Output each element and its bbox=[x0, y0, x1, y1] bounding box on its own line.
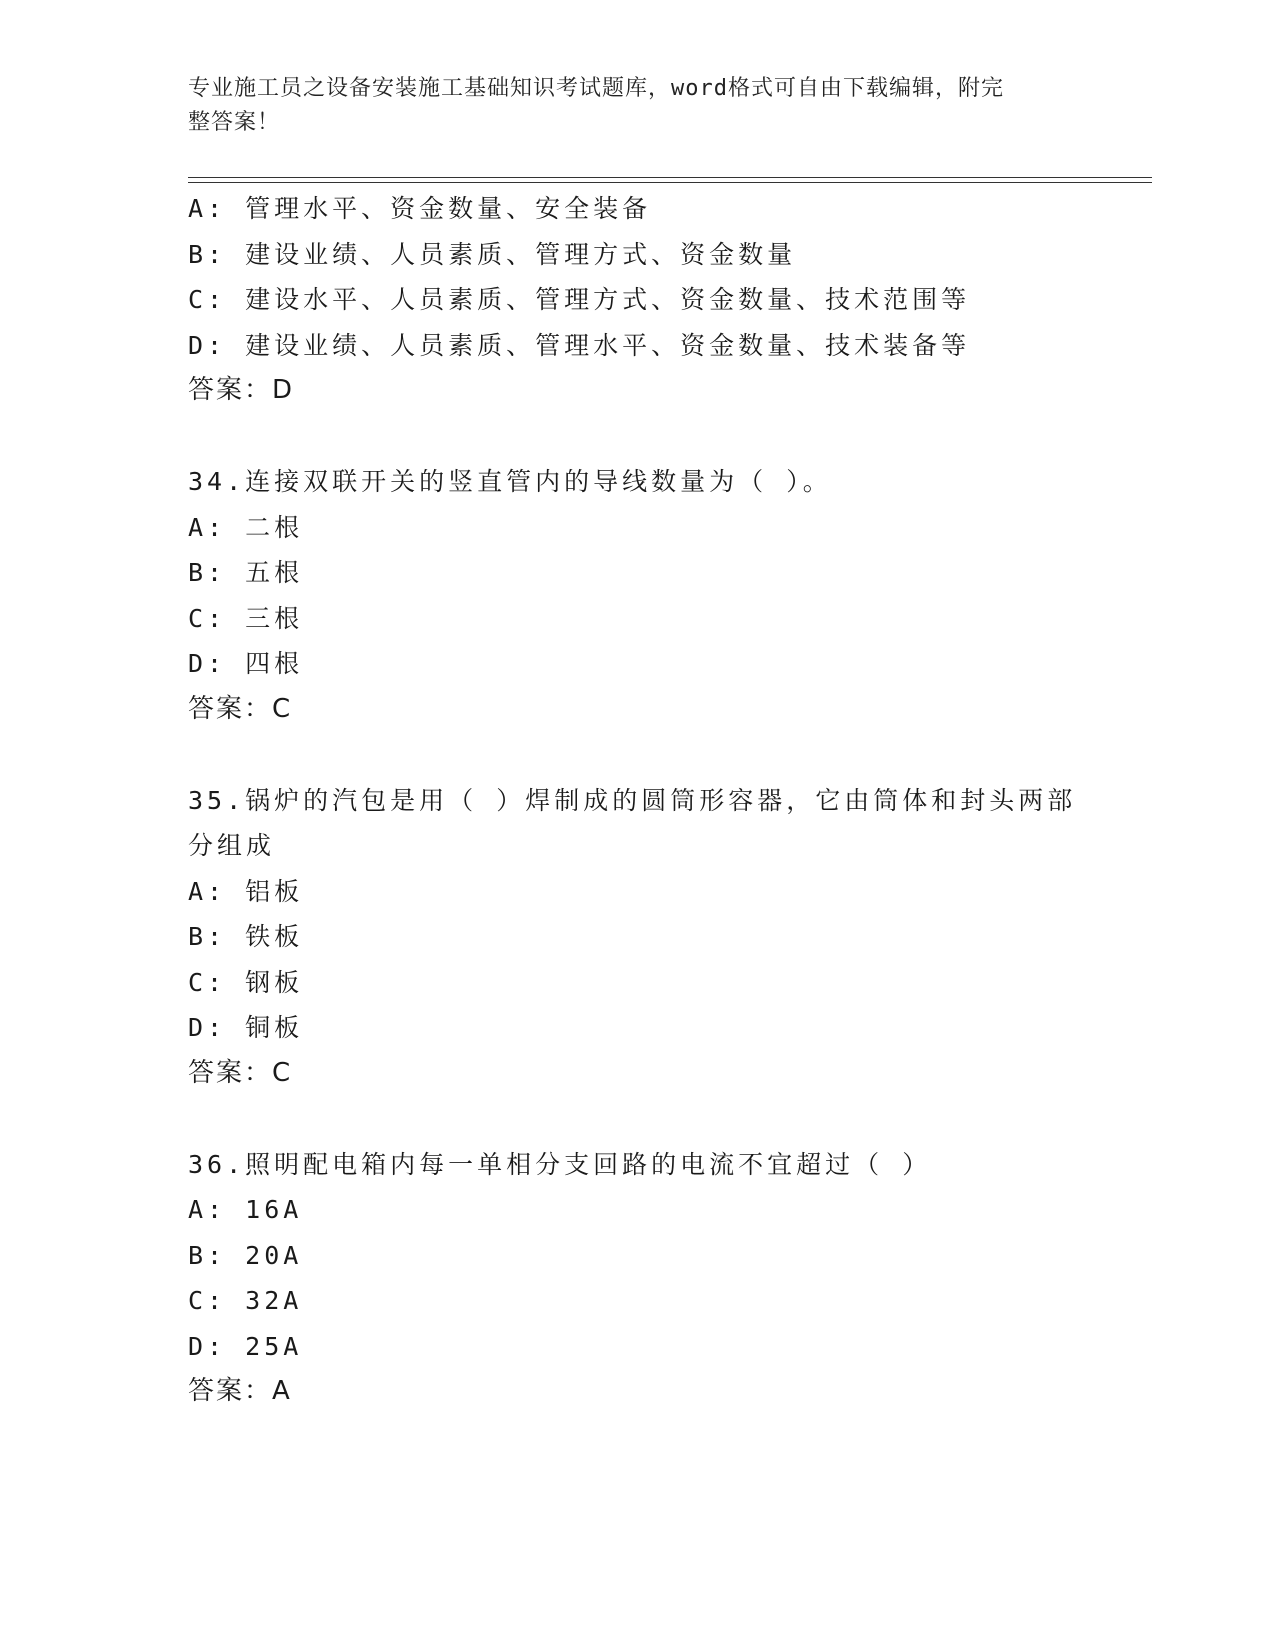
option-a: A: 16A bbox=[188, 1195, 303, 1224]
option-d: D: 四根 bbox=[188, 649, 304, 678]
option-c: C: 钢板 bbox=[188, 967, 304, 997]
question-text: 34.连接双联开关的竖直管内的导线数量为（ ）。 bbox=[188, 467, 832, 496]
question-33 bbox=[188, 186, 1088, 414]
question-35 bbox=[188, 778, 1088, 1097]
answer: 答案：A bbox=[188, 1376, 292, 1406]
question-34 bbox=[188, 459, 1088, 732]
question-text-line-1: 35.锅炉的汽包是用（ ）焊制成的圆筒形容器，它由筒体和封头两部 bbox=[188, 785, 1077, 815]
option-b: B: 20A bbox=[188, 1240, 303, 1270]
option-d: D: 25A bbox=[188, 1331, 303, 1361]
header-line-1: 专业施工员之设备安装施工基础知识考试题库，word格式可自由下载编辑，附完 bbox=[188, 76, 1004, 101]
answer: 答案：D bbox=[188, 375, 295, 405]
question-text: 36.照明配电箱内每一单相分支回路的电流不宜超过（ ） bbox=[188, 1149, 932, 1179]
option-b: B: 铁板 bbox=[188, 922, 304, 951]
spacer bbox=[188, 414, 1088, 460]
header-rule-top bbox=[188, 177, 1152, 178]
option-d: D: 铜板 bbox=[188, 1013, 304, 1042]
option-a: A: 二根 bbox=[188, 512, 304, 542]
question-list bbox=[188, 186, 1088, 1415]
option-c: C: 32A bbox=[188, 1286, 303, 1315]
answer: 答案：C bbox=[188, 693, 293, 724]
spacer bbox=[188, 1096, 1088, 1142]
option-c: C: 建设水平、人员素质、管理方式、资金数量、技术范围等 bbox=[188, 285, 971, 314]
spacer bbox=[188, 732, 1088, 778]
option-d: D: 建设业绩、人员素质、管理水平、资金数量、技术装备等 bbox=[188, 330, 971, 360]
option-a: A: 铝板 bbox=[188, 876, 304, 906]
option-b: B: 建设业绩、人员素质、管理方式、资金数量 bbox=[188, 239, 797, 269]
header-rule-bottom bbox=[188, 182, 1152, 183]
document-header bbox=[188, 72, 1068, 140]
answer: 答案：C bbox=[188, 1057, 293, 1088]
option-c: C: 三根 bbox=[188, 603, 304, 633]
option-b: B: 五根 bbox=[188, 558, 304, 587]
question-text-line-2: 分组成 bbox=[188, 831, 276, 860]
question-36 bbox=[188, 1142, 1088, 1415]
header-line-2: 整答案！ bbox=[188, 110, 281, 135]
option-a: A: 管理水平、资金数量、安全装备 bbox=[188, 194, 652, 223]
